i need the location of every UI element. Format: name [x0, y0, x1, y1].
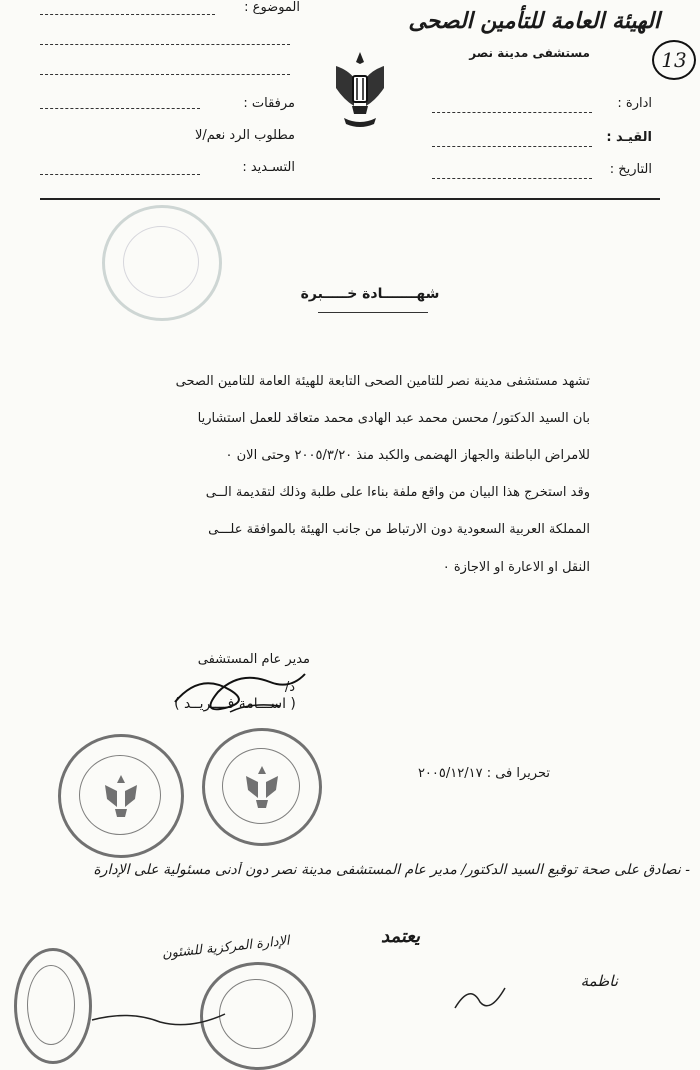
field-subject-label: الموضوع :: [244, 0, 300, 15]
bottom-scribble: [90, 1000, 230, 1040]
letterhead: [400, 8, 660, 60]
body-line-5: المملكة العربية السعودية دون الارتباط من جانب الهيئة بالموافقة علـــى: [208, 522, 590, 537]
handwritten-approval: يعتمد: [381, 926, 420, 947]
authority-name: الهيئة العامة للتأمين الصحى: [408, 8, 660, 34]
handwritten-unit: الإدارة المركزية للشئون: [161, 933, 291, 962]
signer-prefix: د/: [284, 680, 295, 695]
header-divider: [40, 198, 660, 200]
body-line-2: بان السيد الدكتور/ محسن محمد عبد الهادى محمد متعاقد للعمل استشاريا: [197, 411, 590, 426]
body-line-1: تشهد مستشفى مدينة نصر للتامين الصحى التابعة للهيئة العامة للتامين الصحى: [175, 374, 590, 389]
body-line-4: وقد استخرج هذا البيان من واقع ملفة بناءا على طلبة وذلك لتقديمة الــى: [205, 485, 590, 500]
signer-name: ( اســـامة فــــريــد ): [174, 696, 296, 712]
field-subject-line: [40, 14, 215, 15]
title-underline: [318, 312, 428, 313]
field-department-line: [432, 112, 592, 113]
field-reply-required-label: مطلوب الرد نعم/لا: [194, 128, 295, 143]
field-registry-line: [432, 146, 592, 147]
faint-stamp: [102, 205, 222, 321]
hospital-name: مستشفى مدينة نصر: [469, 46, 590, 60]
stamp-eagle-icon: [101, 773, 141, 819]
signature-scribble: [170, 662, 310, 722]
page-number-badge: 13: [652, 40, 696, 80]
stamp-eagle-icon: [242, 764, 282, 810]
signer-title: مدير عام المستشفى: [197, 652, 310, 667]
field-attachments-label: مرفقات :: [243, 96, 295, 111]
official-stamp-right: [202, 728, 322, 846]
body-line-6: النقل او الاعارة او الاجازة ٠: [442, 560, 590, 575]
handwritten-certification: - نصادق على صحة توقيع السيد الدكتور/ مدير عام المستشفى مدينة نصر دون أدنى مسئولية على الإدارة: [93, 862, 690, 878]
field-attachments-line: [40, 108, 200, 109]
initials-scribble: [450, 978, 510, 1018]
handwritten-signature-bottom: ناظمة: [580, 972, 618, 990]
bottom-stamp-left: [14, 948, 92, 1064]
official-stamp-left: [58, 734, 184, 858]
body-line-3: للامراض الباطنة والجهاز الهضمى والكبد منذ ٢٠٠٥/٣/٢٠ وحتى الان ٠: [225, 448, 590, 463]
eagle-emblem-icon: [330, 48, 390, 130]
field-date-line: [432, 178, 592, 179]
document-title: شهـــــــادة خـــــبرة: [300, 286, 440, 302]
field-date-label: التاريخ :: [609, 162, 652, 177]
issue-date: تحريرا فى : ٢٠٠٥/١٢/١٧: [417, 766, 550, 781]
field-registry-label: القيـد :: [606, 130, 652, 145]
field-subject-line-3: [40, 74, 290, 75]
field-department-label: ادارة :: [617, 96, 652, 111]
field-settlement-label: التسـديد :: [242, 160, 295, 175]
field-settlement-line: [40, 174, 200, 175]
field-subject-line-2: [40, 44, 290, 45]
